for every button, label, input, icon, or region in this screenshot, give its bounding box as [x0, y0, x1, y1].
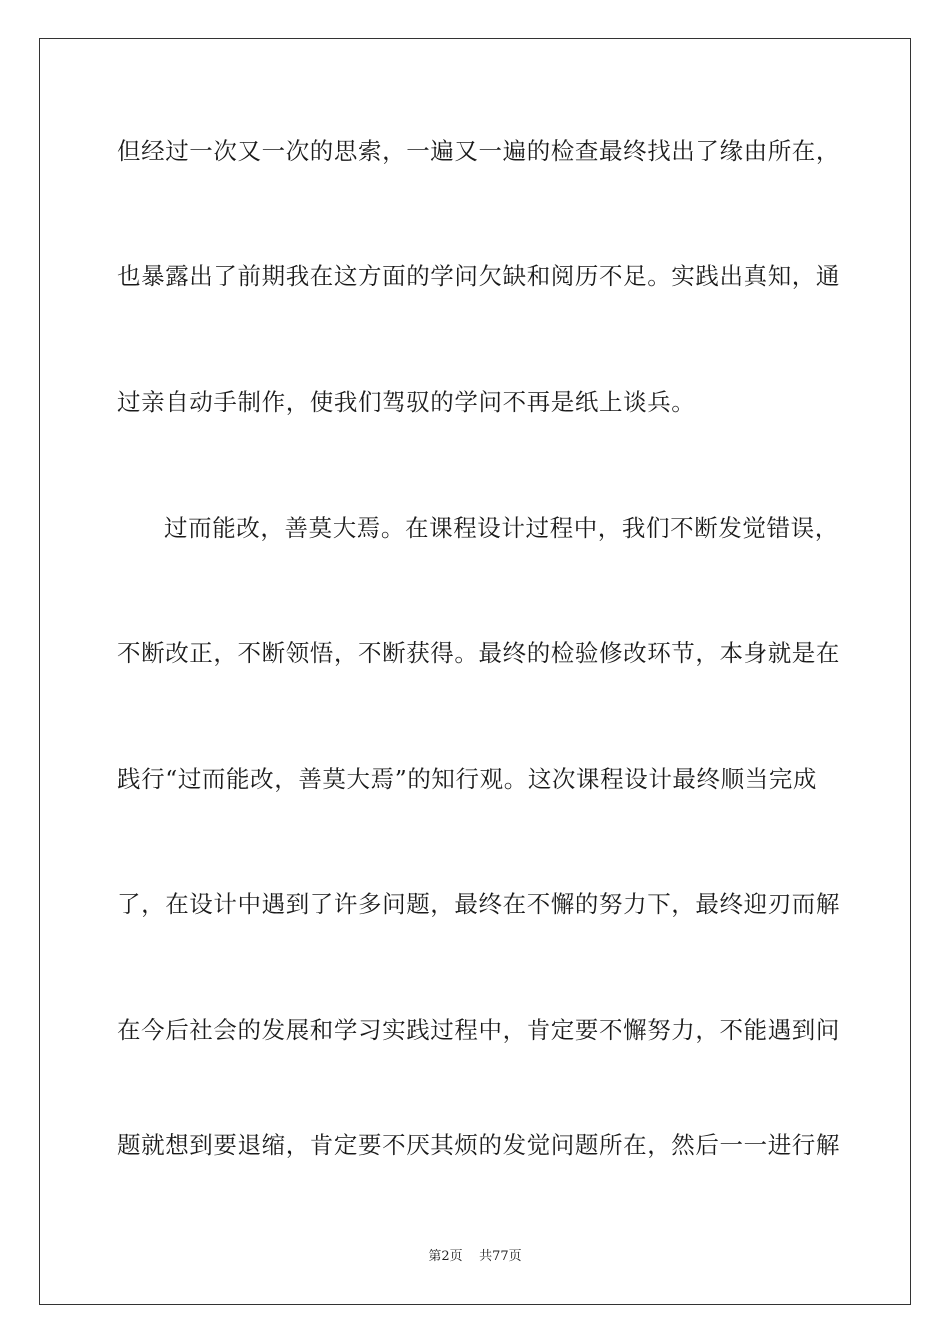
body-text-line: 了，在设计中遇到了许多问题，最终在不懈的努力下，最终迎刃而解: [117, 890, 840, 918]
body-text-line: 践行“过而能改，善莫大焉”的知行观。这次课程设计最终顺当完成: [117, 765, 818, 793]
page-number-footer: 第2页 共77页: [428, 1249, 522, 1264]
body-text-line: 不断改正，不断领悟，不断获得。最终的检验修改环节，本身就是在: [117, 639, 840, 667]
body-text-line: 但经过一次又一次的思索，一遍又一遍的检查最终找出了缘由所在，: [117, 137, 840, 165]
body-text-line: 也暴露出了前期我在这方面的学问欠缺和阅历不足。实践出真知，通: [117, 262, 840, 290]
body-text-line: 在今后社会的发展和学习实践过程中，肯定要不懈努力，不能遇到问: [117, 1016, 840, 1044]
page-frame: [39, 38, 911, 1305]
body-text-line: 过亲自动手制作，使我们驾驭的学问不再是纸上谈兵。: [117, 388, 696, 416]
paragraph-first-line: 过而能改，善莫大焉。在课程设计过程中，我们不断发觉错误，: [164, 514, 839, 542]
body-text-line: 题就想到要退缩，肯定要不厌其烦的发觉问题所在，然后一一进行解: [117, 1131, 840, 1159]
